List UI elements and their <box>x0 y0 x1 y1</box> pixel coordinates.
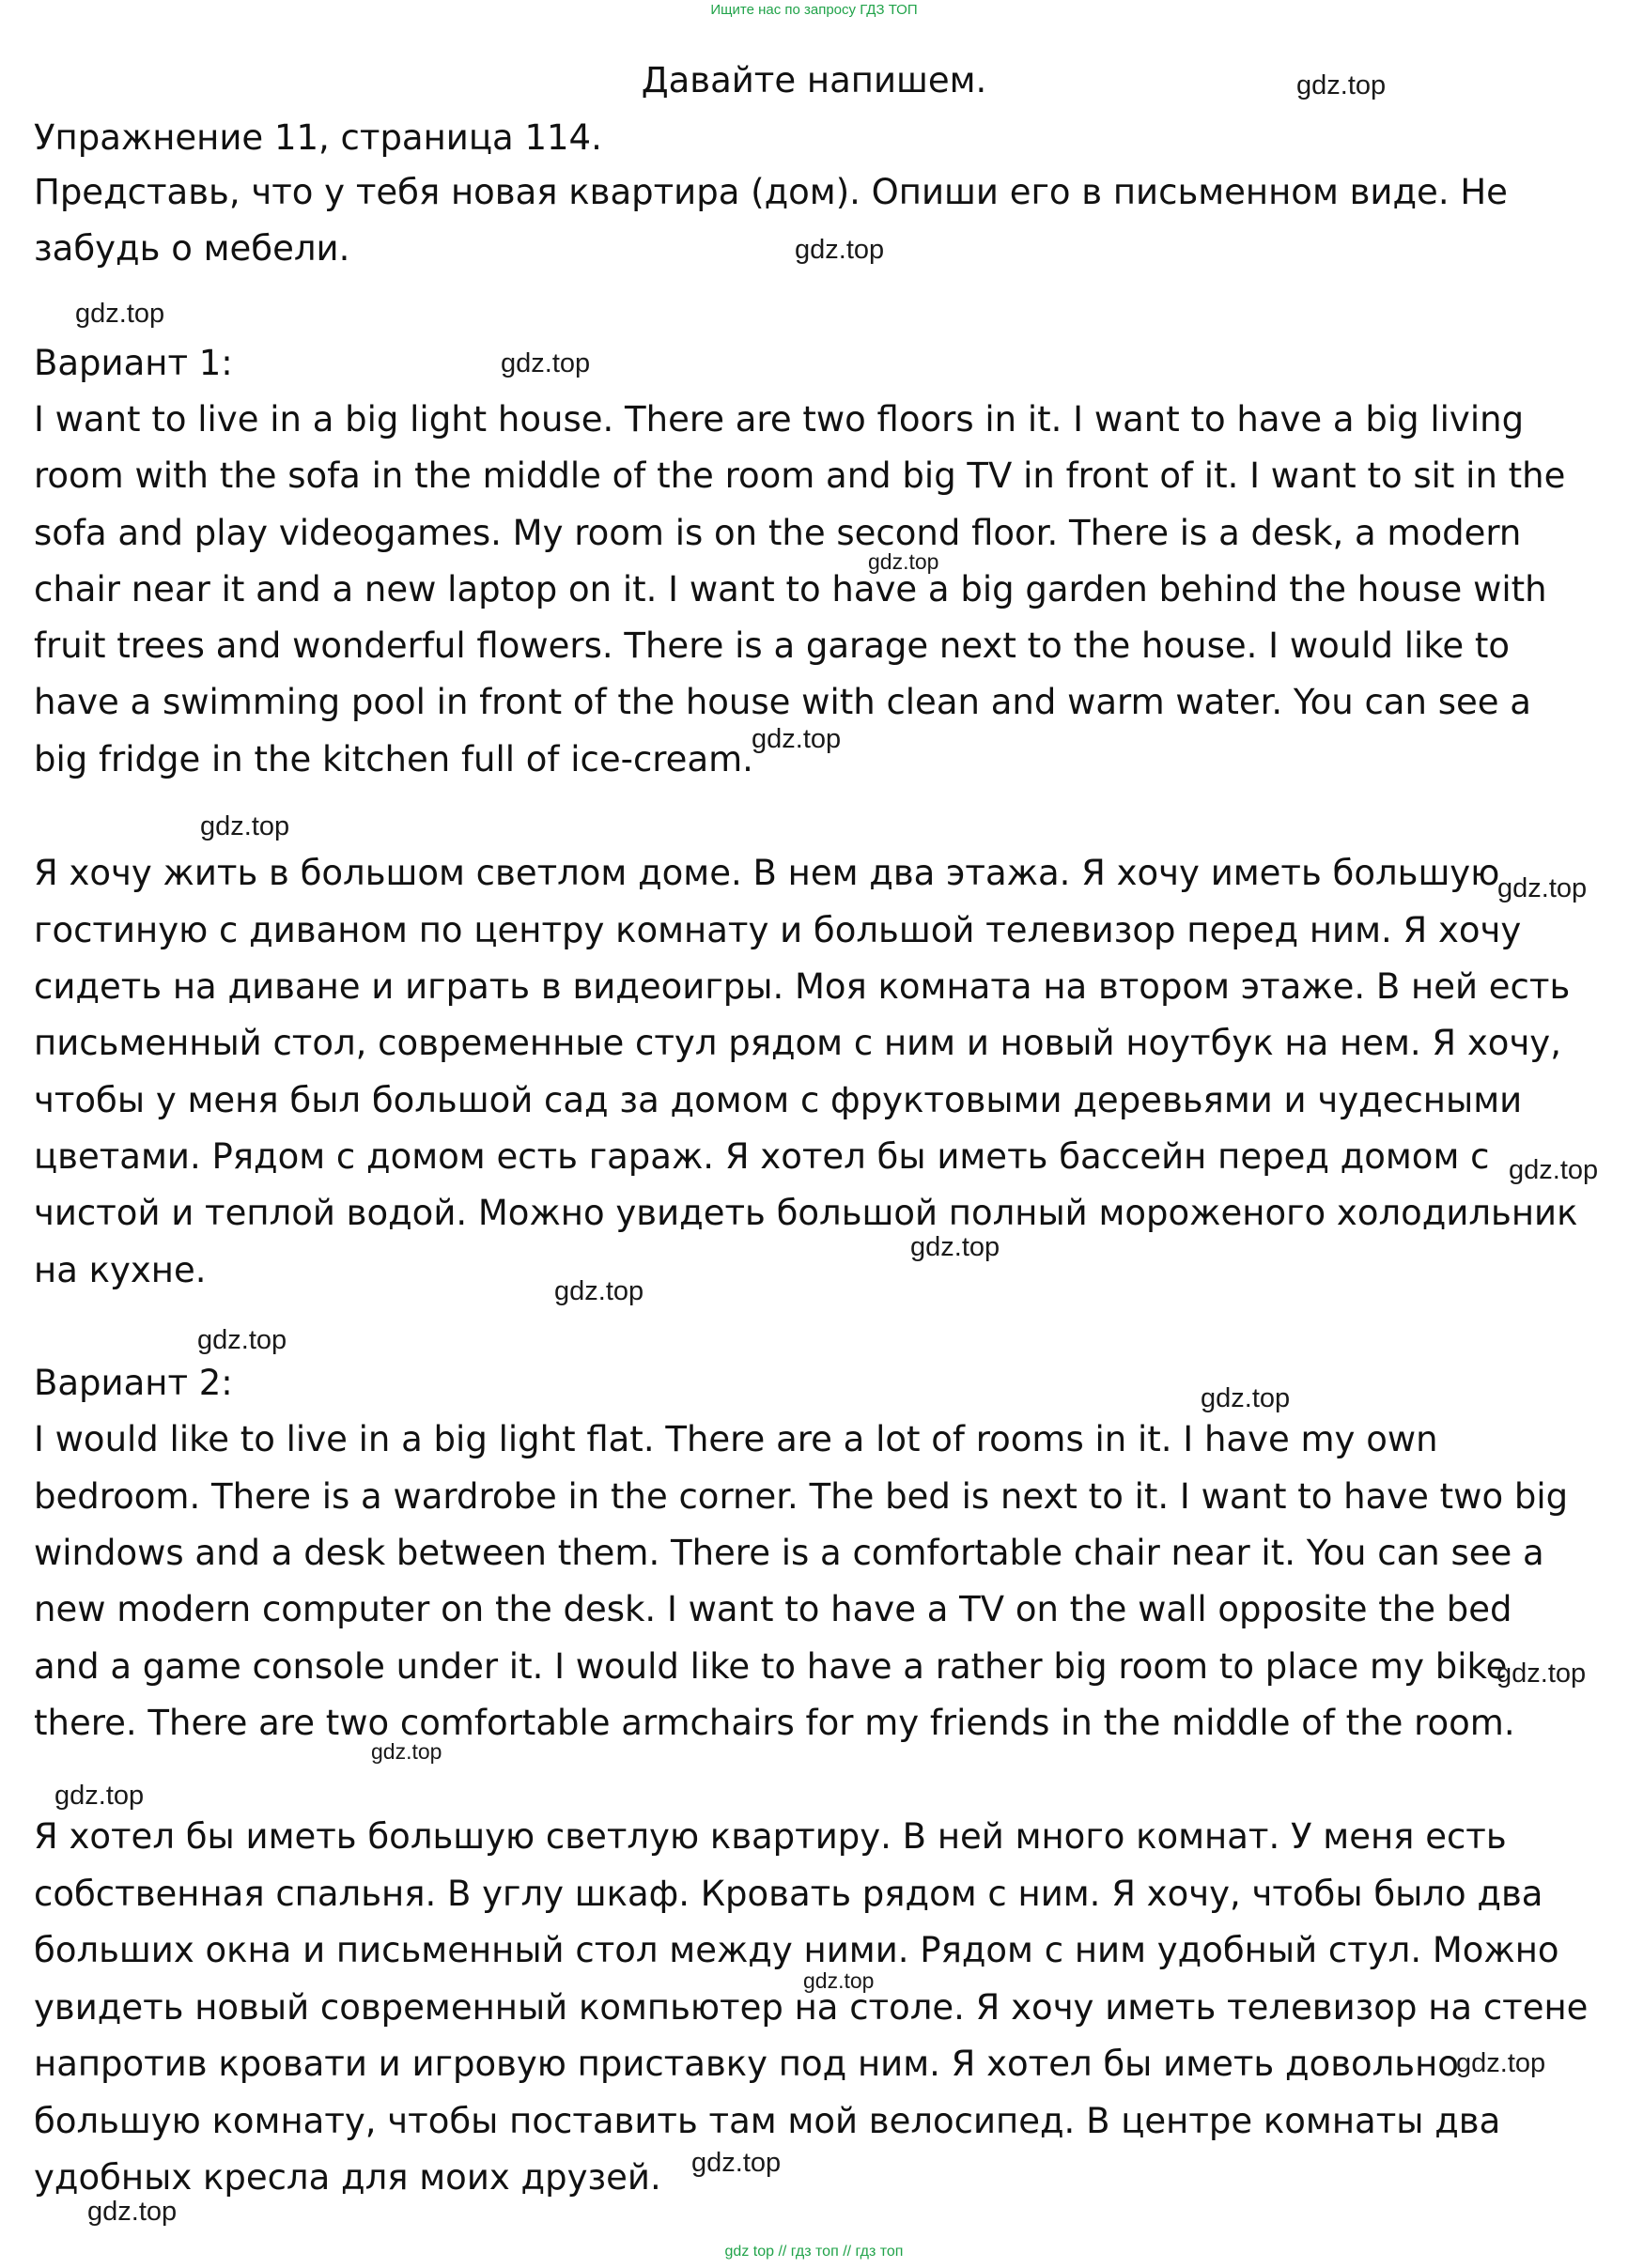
variant1-english-line: sofa and play videogames. My room is on the second floor. There is a desk, a modern <box>34 513 1522 553</box>
watermark: gdz.top <box>691 2148 782 2178</box>
variant2-russian-line: Я хотел бы иметь большую светлую квартиру. В ней много комнат. У меня есть <box>34 1816 1507 1857</box>
variant2-english-line: there. There are two comfortable armchairs for my friends in the middle of the room. <box>34 1703 1515 1743</box>
task-line: забудь о мебели. <box>34 228 350 269</box>
variant1-russian-line: гостиную с диваном по центру комнату и большой телевизор перед ним. Я хочу <box>34 910 1522 950</box>
variant2-russian-line: напротив кровати и игровую приставку под ним. Я хотел бы иметь довольно <box>34 2044 1459 2084</box>
watermark: gdz.top <box>501 348 591 378</box>
variant2-english-line: windows and a desk between them. There is a comfortable chair near it. You can see a <box>34 1533 1544 1573</box>
watermark: gdz.top <box>554 1276 644 1306</box>
variant1-russian-line: чтобы у меня был большой сад за домом с фруктовыми деревьями и чудесными <box>34 1080 1523 1120</box>
variant1-english-line: fruit trees and wonderful flowers. There is a garage next to the house. I would like to <box>34 625 1511 666</box>
watermark: gdz.top <box>54 1781 145 1811</box>
variant1-english-line: big fridge in the kitchen full of ice-cream. <box>34 739 753 779</box>
watermark: gdz.top <box>1201 1383 1291 1413</box>
watermark: gdz.top <box>1496 1659 1587 1689</box>
watermark: gdz.top <box>803 1968 875 1993</box>
variant2-russian-line: увидеть новый современный компьютер на столе. Я хочу иметь телевизор на стене <box>34 1987 1589 2028</box>
top-banner: Ищите нас по запросу ГДЗ ТОП <box>710 2 918 18</box>
watermark: gdz.top <box>1456 2048 1546 2078</box>
variant1-english-line: chair near it and a new laptop on it. I want to have a big garden behind the house with <box>34 569 1547 609</box>
watermark: gdz.top <box>75 299 165 329</box>
variant1-english-line: have a swimming pool in front of the house with clean and warm water. You can see a <box>34 682 1531 722</box>
variant2-english-line: bedroom. There is a wardrobe in the corner. The bed is next to it. I want to have two big <box>34 1476 1569 1517</box>
variant1-label: Вариант 1: <box>34 343 233 383</box>
watermark: gdz.top <box>371 1739 442 1764</box>
variant1-english-line: room with the sofa in the middle of the room and big TV in front of it. I want to sit in the <box>34 455 1566 496</box>
watermark: gdz.top <box>1509 1155 1599 1185</box>
variant2-russian-line: больших окна и письменный стол между ними. Рядом с ним удобный стул. Можно <box>34 1930 1559 1970</box>
watermark: gdz.top <box>197 1325 287 1355</box>
page-title: Давайте напишем. <box>641 60 987 100</box>
watermark: gdz.top <box>87 2197 178 2227</box>
watermark: gdz.top <box>795 235 885 265</box>
variant1-russian-line: письменный стол, современные стул рядом с ним и новый ноутбук на нем. Я хочу, <box>34 1023 1561 1063</box>
variant2-russian-line: собственная спальня. В углу шкаф. Кровать рядом с ним. Я хочу, чтобы было два <box>34 1874 1543 1914</box>
watermark: gdz.top <box>1296 70 1387 100</box>
variant1-russian-line: цветами. Рядом с домом есть гараж. Я хотел бы иметь бассейн перед домом с <box>34 1136 1490 1177</box>
variant1-russian-line: сидеть на диване и играть в видеоигры. Моя комната на втором этаже. В ней есть <box>34 966 1571 1007</box>
watermark: gdz.top <box>910 1232 1000 1262</box>
footer-banner: gdz top // гдз топ // гдз топ <box>724 2244 904 2260</box>
variant2-label: Вариант 2: <box>34 1363 233 1403</box>
variant2-english-line: new modern computer on the desk. I want to have a TV on the wall opposite the bed <box>34 1589 1512 1629</box>
variant1-russian-line: чистой и теплой водой. Можно увидеть большой полный мороженого холодильник <box>34 1193 1578 1233</box>
variant2-english-line: and a game console under it. I would like to have a rather big room to place my bike <box>34 1646 1508 1687</box>
watermark: gdz.top <box>752 724 842 754</box>
variant1-english-line: I want to live in a big light house. There are two floors in it. I want to have a big living <box>34 399 1525 440</box>
watermark: gdz.top <box>868 549 939 574</box>
variant1-russian-line: Я хочу жить в большом светлом доме. В нем два этажа. Я хочу иметь большую <box>34 853 1500 893</box>
task-line: Представь, что у тебя новая квартира (дом). Опиши его в письменном виде. Не <box>34 172 1508 212</box>
variant2-russian-line: удобных кресла для моих друзей. <box>34 2157 661 2198</box>
watermark: gdz.top <box>1497 873 1588 903</box>
variant1-russian-line: на кухне. <box>34 1250 207 1290</box>
exercise-heading: Упражнение 11, страница 114. <box>34 117 602 158</box>
variant2-russian-line: большую комнату, чтобы поставить там мой велосипед. В центре комнаты два <box>34 2101 1501 2141</box>
variant2-english-line: I would like to live in a big light flat. There are a lot of rooms in it. I have my own <box>34 1419 1438 1459</box>
watermark: gdz.top <box>200 811 290 841</box>
